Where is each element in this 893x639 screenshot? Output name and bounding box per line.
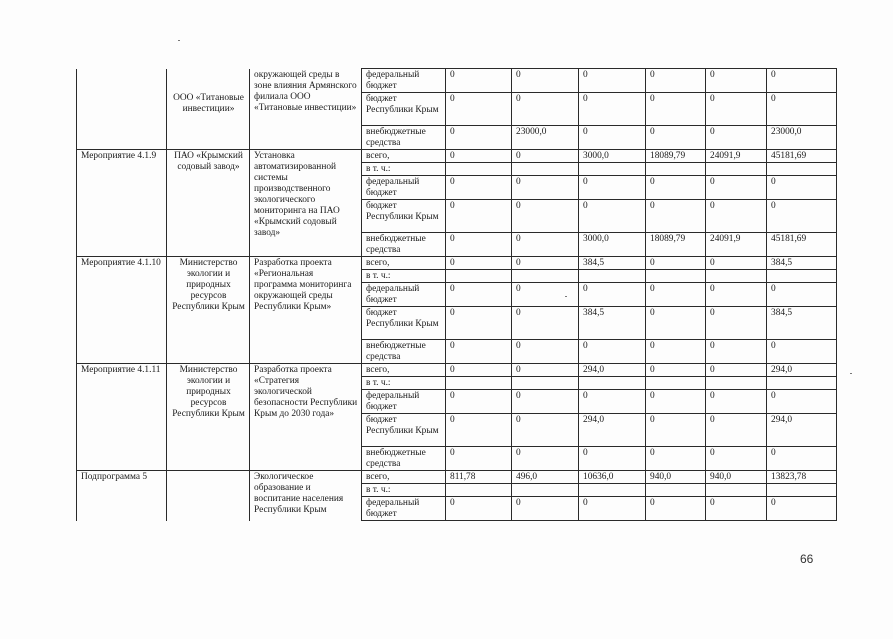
amount-cell	[446, 163, 512, 176]
amount-cell: 0	[512, 69, 579, 93]
scan-speck	[850, 373, 852, 374]
amount-cell	[646, 270, 706, 283]
table-row	[77, 150, 837, 163]
amount-cell: 0	[646, 414, 706, 447]
amount-cell: 0	[512, 340, 579, 364]
amount-cell: 0	[512, 176, 579, 200]
amount-cell: 0	[446, 414, 512, 447]
funding-source-cell: бюджет Республики Крым	[362, 307, 446, 340]
amount-cell	[767, 377, 837, 390]
amount-cell: 13823,78	[767, 471, 837, 484]
amount-cell: 0	[767, 447, 837, 471]
amount-cell: 0	[446, 364, 512, 377]
amount-cell: 0	[446, 126, 512, 150]
executor-cell: ПАО «Крымский содовый завод»	[167, 150, 250, 257]
measure-name-cell: Разработка проекта «Стратегия экологической безопасности Республики Крым до 2030 года»	[250, 364, 362, 471]
amount-cell: 0	[446, 233, 512, 257]
amount-cell	[646, 377, 706, 390]
amount-cell: 0	[512, 414, 579, 447]
amount-cell: 496,0	[512, 471, 579, 484]
funding-source-cell: бюджет Республики Крым	[362, 200, 446, 233]
table-row	[77, 69, 837, 93]
amount-cell: 0	[512, 93, 579, 126]
amount-cell: 0	[767, 200, 837, 233]
amount-cell: 0	[579, 390, 646, 414]
amount-cell: 0	[706, 176, 767, 200]
amount-cell: 0	[446, 390, 512, 414]
amount-cell: 0	[767, 390, 837, 414]
amount-cell: 0	[512, 390, 579, 414]
amount-cell: 0	[646, 497, 706, 521]
event-cell: Мероприятие 4.1.10	[77, 257, 167, 364]
amount-cell: 18089,79	[646, 233, 706, 257]
amount-cell: 0	[446, 497, 512, 521]
funding-source-cell: в т. ч.:	[362, 484, 446, 497]
table-row	[77, 257, 837, 270]
amount-cell	[767, 163, 837, 176]
amount-cell: 0	[646, 364, 706, 377]
executor-cell: Министерство экологии и природных ресурсов Республики Крым	[167, 257, 250, 364]
funding-source-cell: бюджет Республики Крым	[362, 93, 446, 126]
amount-cell: 294,0	[767, 364, 837, 377]
amount-cell: 294,0	[579, 364, 646, 377]
amount-cell: 0	[579, 69, 646, 93]
funding-source-cell: в т. ч.:	[362, 163, 446, 176]
amount-cell: 0	[579, 126, 646, 150]
amount-cell: 0	[579, 497, 646, 521]
amount-cell	[706, 484, 767, 497]
amount-cell: 0	[646, 257, 706, 270]
amount-cell: 811,78	[446, 471, 512, 484]
amount-cell: 0	[706, 340, 767, 364]
amount-cell	[579, 163, 646, 176]
amount-cell	[512, 377, 579, 390]
amount-cell: 0	[446, 447, 512, 471]
amount-cell: 3000,0	[579, 150, 646, 163]
funding-source-cell: всего,	[362, 364, 446, 377]
amount-cell: 0	[512, 364, 579, 377]
funding-source-cell: федеральный бюджет	[362, 390, 446, 414]
amount-cell: 0	[706, 390, 767, 414]
amount-cell: 0	[512, 257, 579, 270]
amount-cell: 0	[706, 414, 767, 447]
funding-source-cell: федеральный бюджет	[362, 176, 446, 200]
event-cell: Мероприятие 4.1.9	[77, 150, 167, 257]
table-row	[77, 364, 837, 377]
amount-cell	[579, 270, 646, 283]
amount-cell: 0	[767, 93, 837, 126]
amount-cell	[767, 270, 837, 283]
funding-source-cell: федеральный бюджет	[362, 283, 446, 307]
funding-source-cell: всего,	[362, 150, 446, 163]
amount-cell: 0	[767, 176, 837, 200]
amount-cell: 18089,79	[646, 150, 706, 163]
amount-cell: 0	[646, 126, 706, 150]
amount-cell	[579, 377, 646, 390]
amount-cell: 0	[767, 283, 837, 307]
amount-cell	[646, 484, 706, 497]
funding-source-cell: внебюджетные средства	[362, 233, 446, 257]
amount-cell: 0	[512, 283, 579, 307]
amount-cell: 384,5	[579, 257, 646, 270]
amount-cell: 0	[706, 364, 767, 377]
amount-cell: 0	[646, 390, 706, 414]
amount-cell: 0	[706, 93, 767, 126]
measure-name-cell: окружающей среды в зоне влияния Армянского филиала ООО «Титановые инвестиции»	[250, 69, 362, 150]
measure-name-cell: Экологическое образование и воспитание населения Республики Крым	[250, 471, 362, 521]
amount-cell: 0	[579, 340, 646, 364]
amount-cell: 0	[767, 340, 837, 364]
scan-speck	[565, 296, 567, 297]
amount-cell: 0	[646, 307, 706, 340]
amount-cell: 10636,0	[579, 471, 646, 484]
budget-table	[76, 68, 837, 521]
amount-cell: 0	[579, 200, 646, 233]
amount-cell: 0	[446, 257, 512, 270]
event-cell: Мероприятие 4.1.11	[77, 364, 167, 471]
amount-cell: 45181,69	[767, 150, 837, 163]
amount-cell: 0	[579, 176, 646, 200]
amount-cell: 0	[512, 200, 579, 233]
funding-source-cell: внебюджетные средства	[362, 447, 446, 471]
amount-cell: 384,5	[767, 257, 837, 270]
funding-source-cell: в т. ч.:	[362, 270, 446, 283]
funding-source-cell: в т. ч.:	[362, 377, 446, 390]
amount-cell: 0	[512, 233, 579, 257]
event-cell	[77, 69, 167, 150]
amount-cell: 384,5	[579, 307, 646, 340]
page-number: 66	[800, 552, 814, 566]
amount-cell: 940,0	[646, 471, 706, 484]
amount-cell	[706, 163, 767, 176]
amount-cell: 0	[646, 93, 706, 126]
amount-cell: 0	[706, 200, 767, 233]
amount-cell: 0	[706, 69, 767, 93]
amount-cell: 0	[579, 283, 646, 307]
executor-cell: Министерство экологии и природных ресурсов Республики Крым	[167, 364, 250, 471]
amount-cell: 0	[512, 150, 579, 163]
executor-cell: ООО «Титановые инвестиции»	[167, 69, 250, 150]
amount-cell	[646, 163, 706, 176]
amount-cell: 940,0	[706, 471, 767, 484]
amount-cell: 0	[446, 283, 512, 307]
amount-cell	[512, 270, 579, 283]
amount-cell	[446, 484, 512, 497]
funding-source-cell: внебюджетные средства	[362, 340, 446, 364]
table-row	[77, 471, 837, 484]
amount-cell	[767, 484, 837, 497]
amount-cell: 0	[706, 307, 767, 340]
amount-cell: 0	[646, 69, 706, 93]
amount-cell: 0	[646, 200, 706, 233]
amount-cell: 23000,0	[512, 126, 579, 150]
amount-cell: 0	[646, 176, 706, 200]
amount-cell	[706, 270, 767, 283]
amount-cell: 0	[446, 340, 512, 364]
amount-cell: 0	[706, 447, 767, 471]
funding-source-cell: всего,	[362, 257, 446, 270]
amount-cell	[579, 484, 646, 497]
amount-cell: 0	[446, 93, 512, 126]
amount-cell: 23000,0	[767, 126, 837, 150]
amount-cell: 0	[512, 447, 579, 471]
funding-source-cell: федеральный бюджет	[362, 497, 446, 521]
amount-cell: 0	[446, 307, 512, 340]
amount-cell: 0	[646, 447, 706, 471]
amount-cell: 294,0	[767, 414, 837, 447]
amount-cell: 24091,9	[706, 233, 767, 257]
amount-cell	[706, 377, 767, 390]
amount-cell	[446, 270, 512, 283]
amount-cell: 24091,9	[706, 150, 767, 163]
amount-cell: 0	[579, 93, 646, 126]
amount-cell: 384,5	[767, 307, 837, 340]
amount-cell: 0	[706, 497, 767, 521]
amount-cell: 0	[512, 497, 579, 521]
measure-name-cell: Разработка проекта «Региональная программа мониторинга окружающей среды Республики Крым»	[250, 257, 362, 364]
amount-cell: 0	[512, 307, 579, 340]
amount-cell: 0	[706, 126, 767, 150]
amount-cell	[512, 484, 579, 497]
amount-cell: 0	[446, 69, 512, 93]
funding-source-cell: бюджет Республики Крым	[362, 414, 446, 447]
amount-cell: 0	[767, 497, 837, 521]
amount-cell: 0	[579, 447, 646, 471]
amount-cell: 45181,69	[767, 233, 837, 257]
funding-source-cell: всего,	[362, 471, 446, 484]
measure-name-cell: Установка автоматизированной системы производственного экологического мониторинга на ПАО «Крымский содовый завод»	[250, 150, 362, 257]
event-cell: Подпрограмма 5	[77, 471, 167, 521]
scan-speck	[178, 40, 180, 41]
amount-cell	[512, 163, 579, 176]
amount-cell: 0	[446, 200, 512, 233]
amount-cell: 0	[767, 69, 837, 93]
amount-cell: 0	[446, 176, 512, 200]
executor-cell	[167, 471, 250, 521]
amount-cell: 294,0	[579, 414, 646, 447]
funding-source-cell: внебюджетные средства	[362, 126, 446, 150]
amount-cell: 0	[706, 257, 767, 270]
amount-cell: 0	[446, 150, 512, 163]
amount-cell: 0	[646, 340, 706, 364]
funding-source-cell: федеральный бюджет	[362, 69, 446, 93]
amount-cell: 0	[646, 283, 706, 307]
amount-cell	[446, 377, 512, 390]
amount-cell: 0	[706, 283, 767, 307]
amount-cell: 3000,0	[579, 233, 646, 257]
